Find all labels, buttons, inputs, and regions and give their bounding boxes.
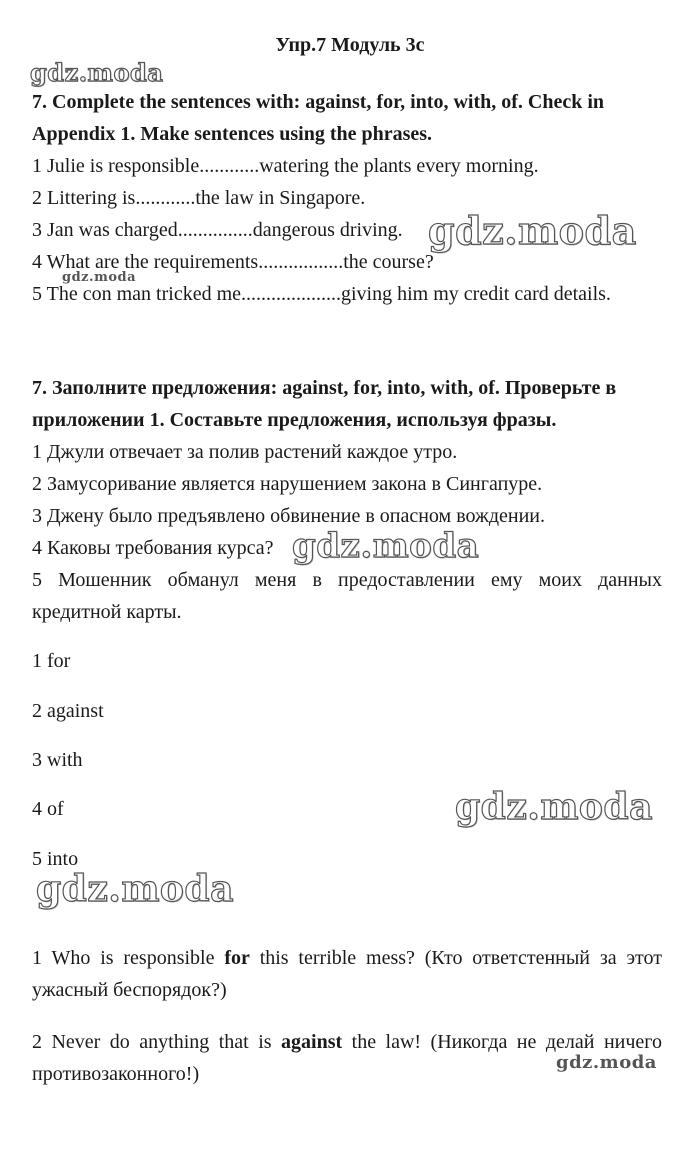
english-heading-line-1: 7. Complete the sentences with: against, for, into, with, of. Check in [32, 91, 605, 113]
russian-sentence: 4 Каковы требования курса? [32, 537, 274, 559]
watermark-logo: gdz.moda [62, 270, 137, 285]
answer-item: 1 for [32, 650, 71, 672]
russian-sentence: 5 Мошенник обманул меня в предоставлении ему моих данных кредитной карты. [32, 569, 662, 623]
watermark-logo: gdz.moda [292, 526, 480, 566]
example-text: 2 Never do anything that is [32, 1031, 282, 1053]
russian-heading-line-2: приложении 1. Составьте предложения, используя фразы. [32, 409, 557, 431]
watermark-logo: gdz.moda [428, 208, 637, 253]
example-text: the law! (Никогда не делай ничего противозаконного!) [32, 1031, 662, 1085]
english-sentence: 5 The con man tricked me....................giving him my credit card details. [32, 283, 611, 305]
example-text: 1 Who is responsible [32, 947, 225, 969]
example-highlight: against [281, 1031, 343, 1053]
russian-sentence: 1 Джули отвечает за полив растений каждое утро. [32, 441, 458, 463]
answer-item: 2 against [32, 700, 104, 722]
example-text: this terrible mess? (Кто ответстенный за этот ужасный беспорядок?) [32, 947, 662, 1001]
watermark-logo: gdz.moda [30, 58, 164, 87]
page-title: Упр.7 Модуль 3с [275, 34, 425, 56]
watermark-logo: gdz.moda [36, 868, 234, 910]
example-highlight: for [224, 947, 250, 969]
watermark-logo: gdz.moda [455, 786, 653, 828]
russian-task [32, 372, 662, 628]
russian-sentence: 2 Замусоривание является нарушением закона в Сингапуре. [32, 473, 543, 495]
answer-item: 4 of [32, 798, 64, 820]
example-sentence [32, 942, 662, 1006]
answer-item: 3 with [32, 749, 83, 771]
russian-sentence: 3 Джену было предъявлено обвинение в опасном вождении. [32, 505, 545, 527]
english-sentence: 1 Julie is responsible............watering the plants every morning. [32, 155, 539, 177]
russian-heading-line-1: 7. Заполните предложения: against, for, into, with, of. Проверьте в [32, 377, 617, 399]
watermark-logo: gdz.moda [556, 1052, 657, 1073]
english-sentence: 2 Littering is............the law in Singapore. [32, 187, 366, 209]
english-heading-line-2: Appendix 1. Make sentences using the phrases. [32, 123, 433, 145]
english-sentence: 3 Jan was charged...............dangerous driving. [32, 219, 403, 241]
answer-item: 5 into [32, 848, 79, 870]
english-sentence: 4 What are the requirements.................the course? [32, 251, 434, 273]
